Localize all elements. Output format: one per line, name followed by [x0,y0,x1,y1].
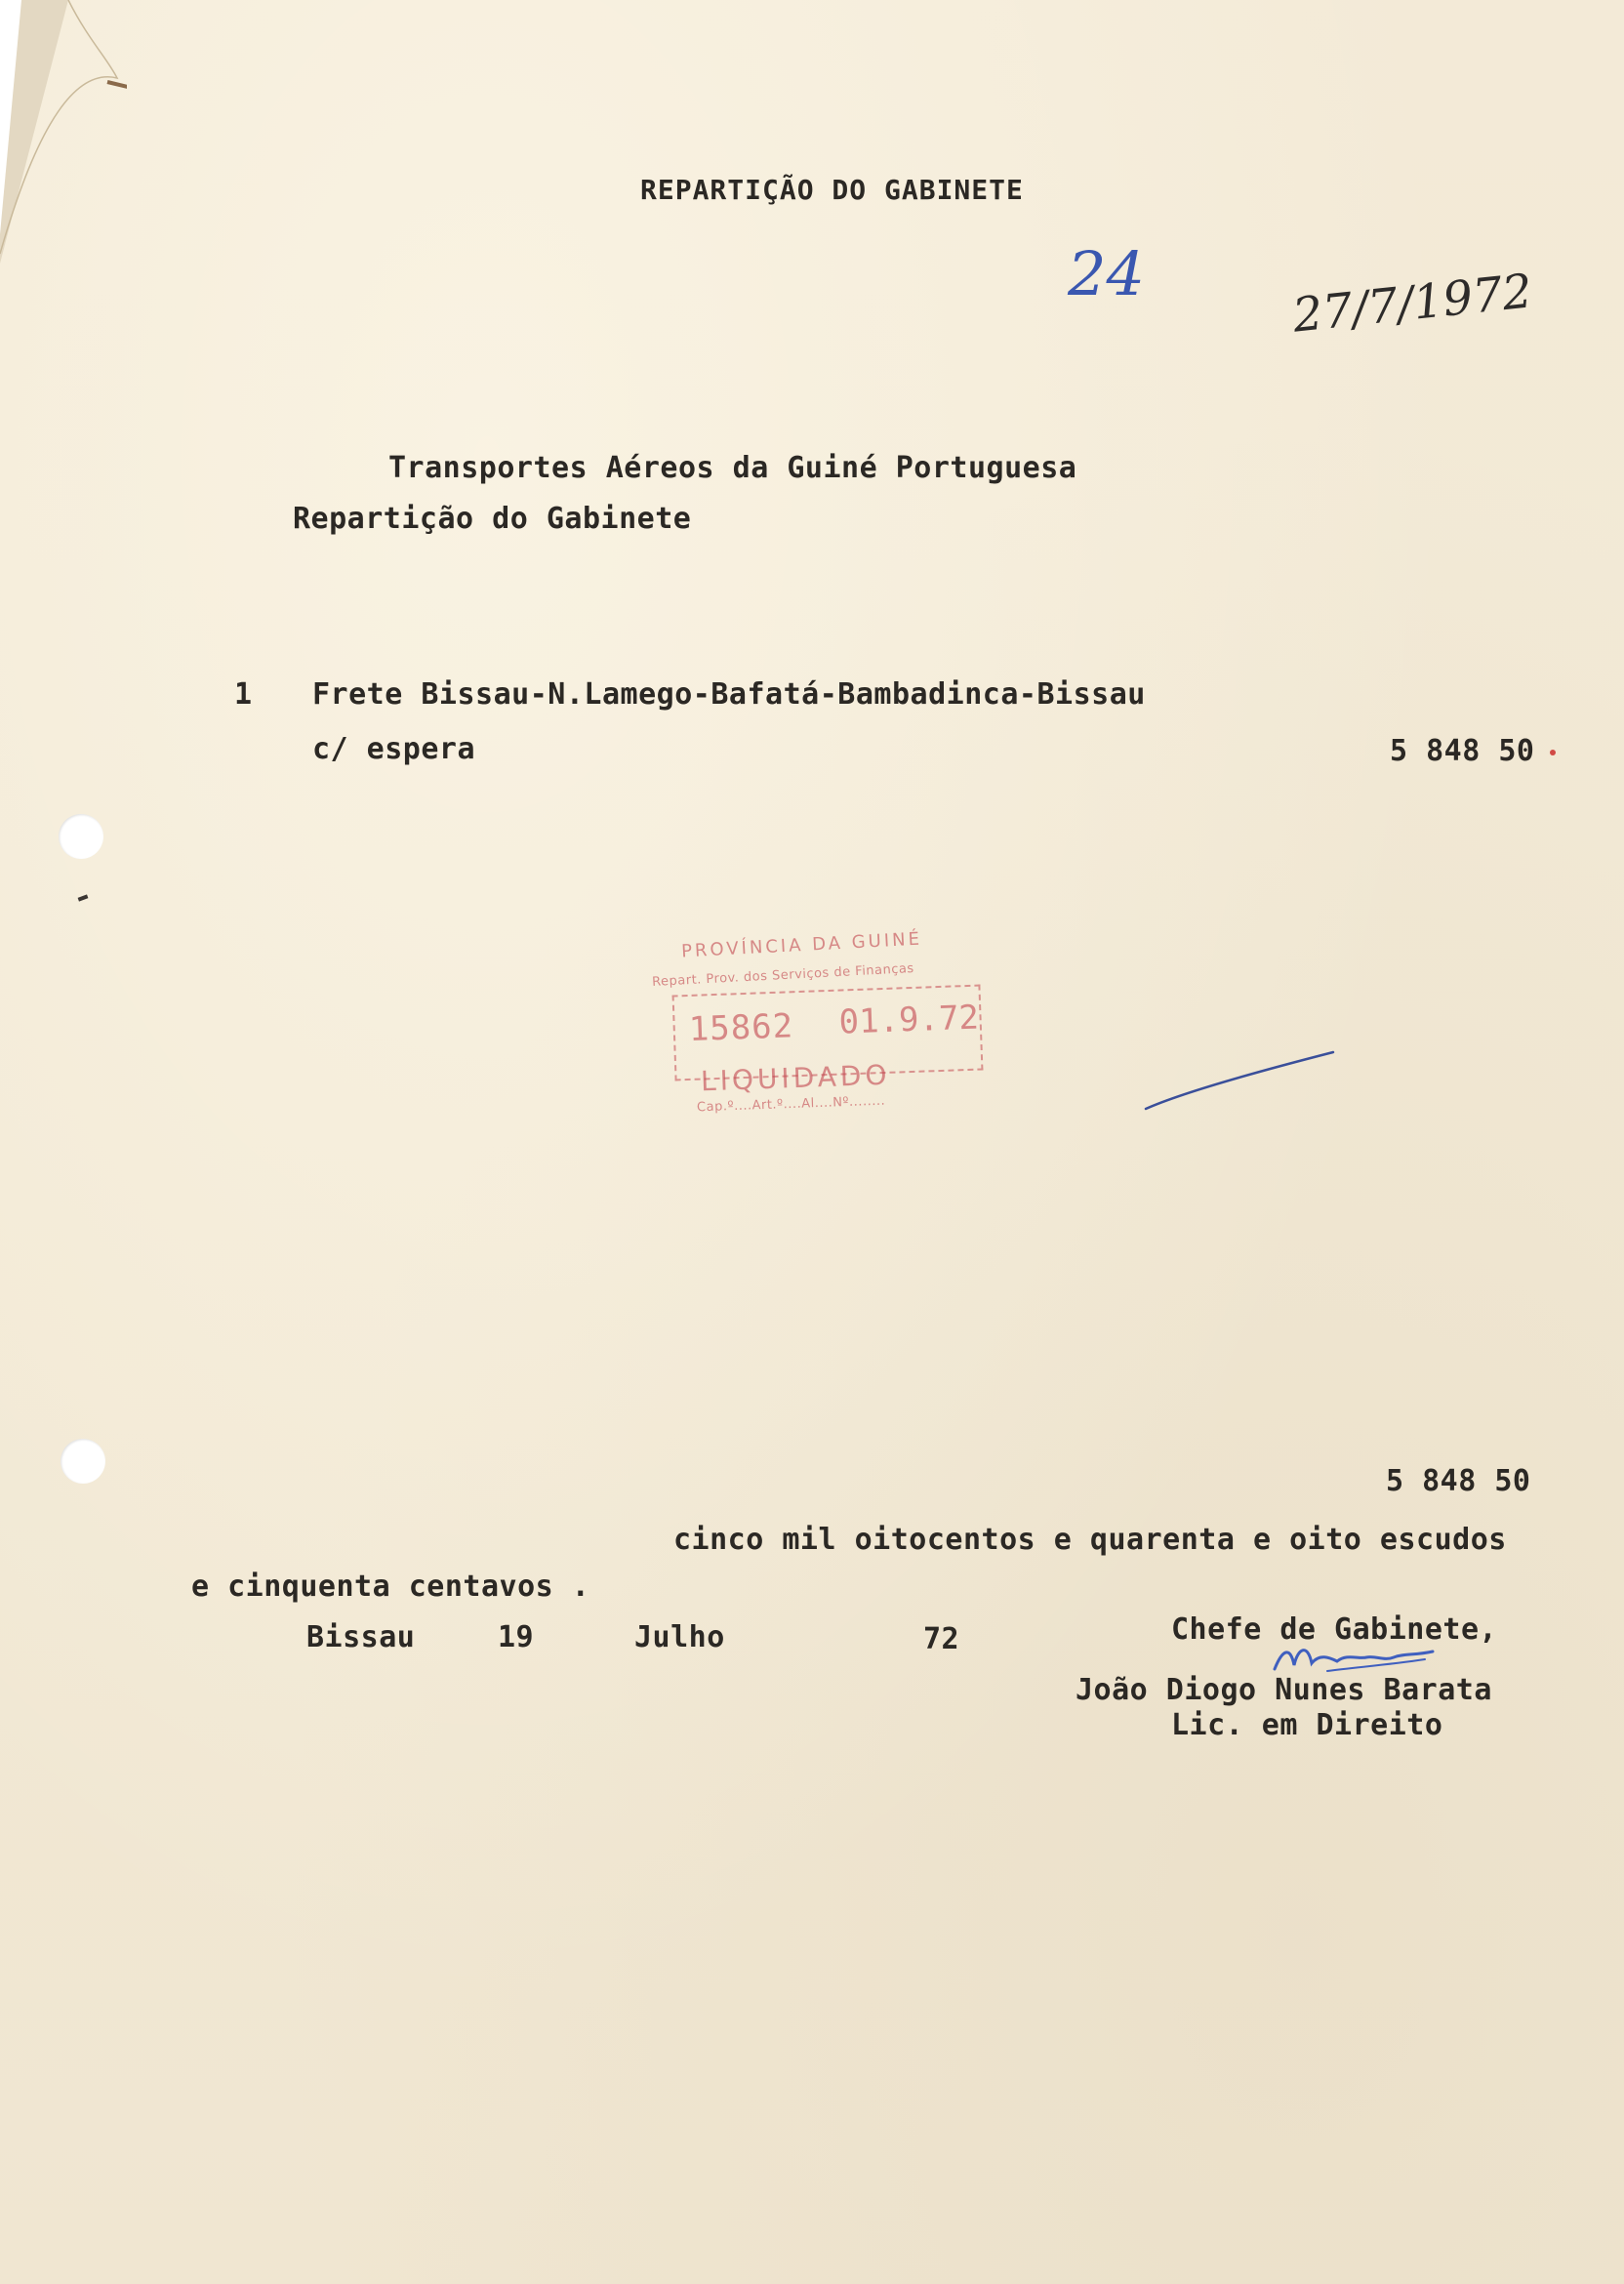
red-tick-mark [1550,750,1556,755]
item-number: 1 [234,677,253,712]
item-amount: 5 848 50 [1390,734,1535,768]
stamp-department: Repart. Prov. dos Serviços de Finanças [651,960,915,991]
amount-in-words-line2: e cinquenta centavos . [191,1570,590,1604]
dateline-year: 72 [923,1622,960,1656]
stamp-number: 15862 [688,1006,794,1049]
liquidation-stamp [651,928,995,1140]
stamp-province: PROVÍNCIA DA GUINÉ [680,928,923,962]
margin-mark [78,894,89,901]
item-description-line2: c/ espera [312,732,476,766]
handwritten-date: 27/7/1972 [1290,264,1535,344]
signatory-degree: Lic. em Direito [1171,1708,1443,1742]
stamp-date: 01.9.72 [837,998,980,1042]
header-title: REPARTIÇÃO DO GABINETE [640,174,1024,206]
signatory-name: João Diogo Nunes Barata [1076,1673,1492,1707]
signatory-role: Chefe de Gabinete, [1171,1612,1498,1647]
stamp-status: LIQUIDADO [700,1058,892,1098]
punch-hole-bottom [61,1439,105,1484]
total-amount: 5 848 50 [1386,1464,1531,1498]
dateline-place: Bissau [306,1620,416,1654]
punch-hole-top [59,814,103,859]
dateline-month: Julho [634,1620,725,1654]
item-description-line1: Frete Bissau-N.Lamego-Bafatá-Bambadinca-Bissau [312,677,1146,712]
stamp-footer: Cap.º....Art.º....Al....Nº........ [696,1093,886,1116]
dateline-day: 19 [498,1620,535,1654]
addressee-department: Repartição do Gabinete [293,502,692,536]
folded-corner [0,0,127,264]
addressee-organization: Transportes Aéreos da Guiné Portuguesa [388,451,1077,485]
pen-stroke [1142,1044,1337,1122]
amount-in-words-line1: cinco mil oitocentos e quarenta e oito escudos [673,1523,1507,1557]
handwritten-reference-number: 24 [1068,238,1145,309]
